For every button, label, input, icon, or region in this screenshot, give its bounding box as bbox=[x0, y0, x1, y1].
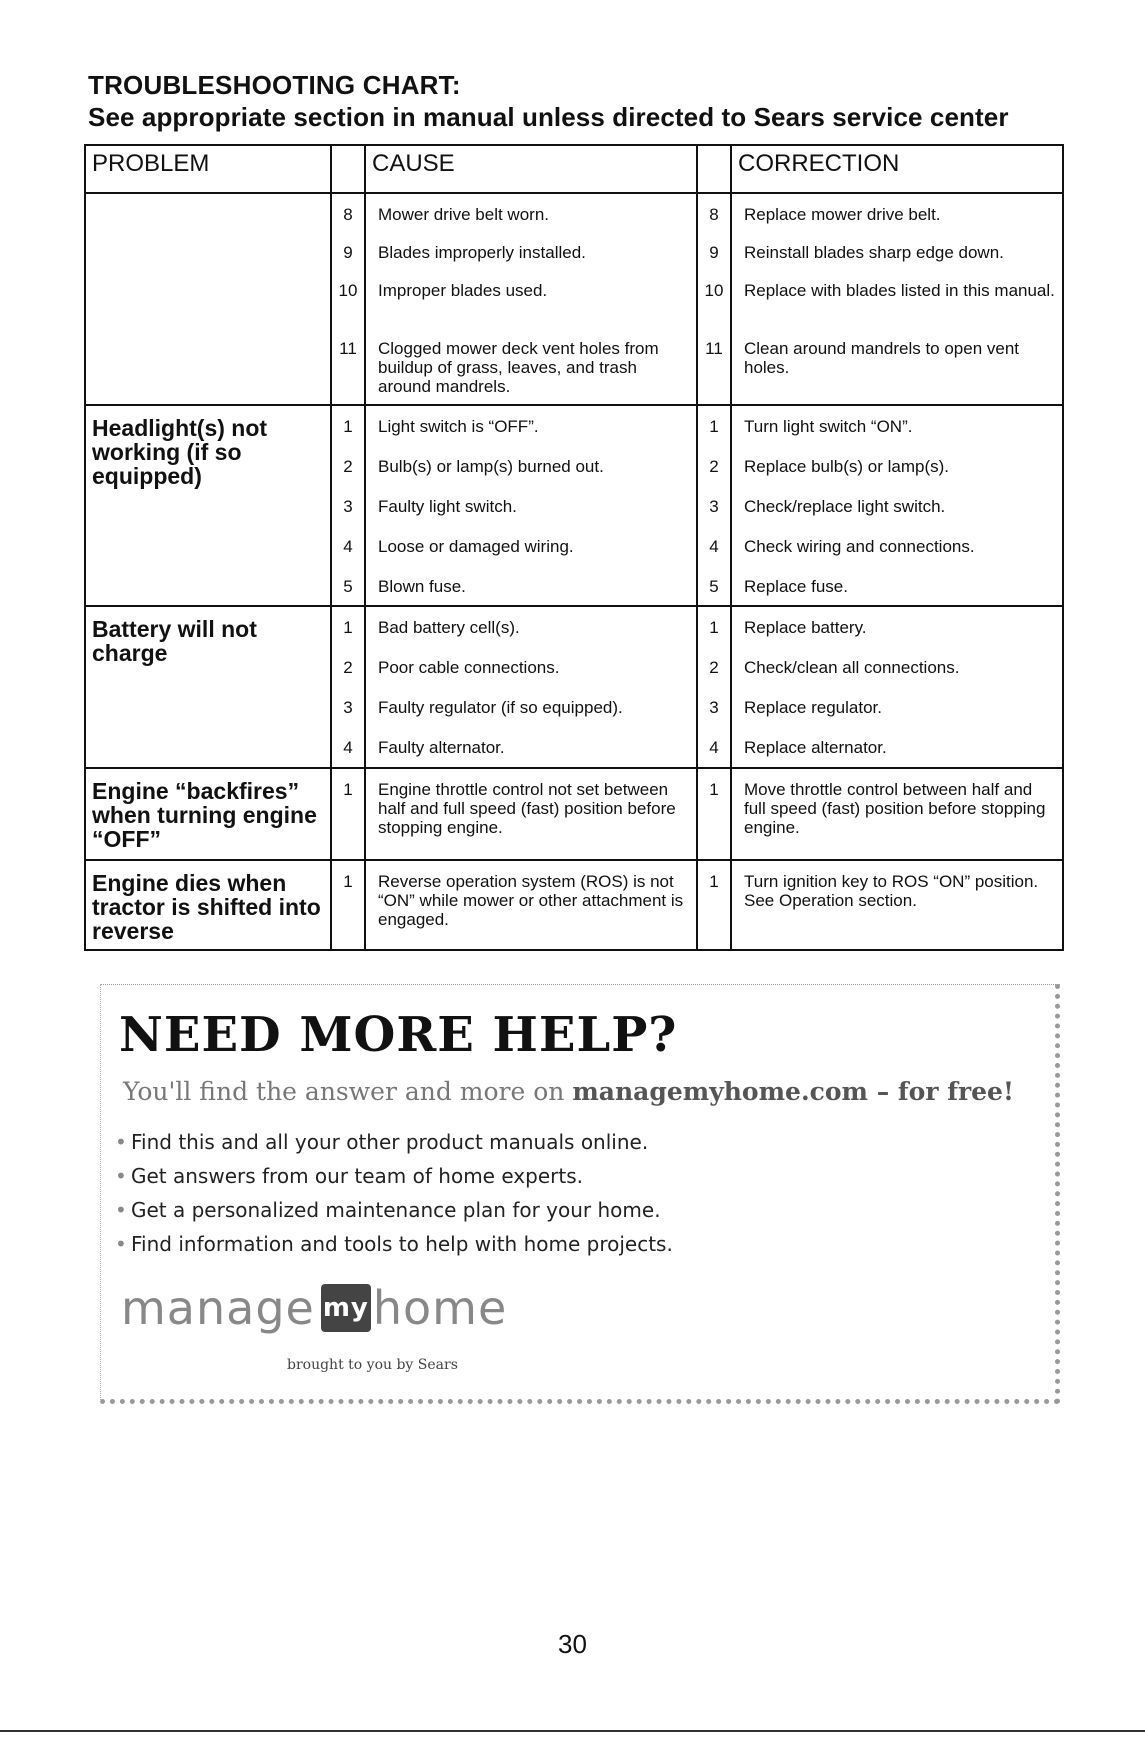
correction-cell bbox=[731, 860, 1063, 950]
cause-text: Clogged mower deck vent holes from buildup of grass, leaves, and trash around mandrels. bbox=[378, 339, 659, 396]
correction-cell bbox=[731, 606, 1063, 768]
page-number: 30 bbox=[558, 1629, 587, 1659]
cause-number-cell bbox=[331, 860, 365, 950]
cause-number: 1 bbox=[343, 872, 353, 891]
correction-cell bbox=[731, 768, 1063, 860]
correction-text: Move throttle control between half and full speed (fast) position before stopping engine. bbox=[744, 780, 1046, 837]
correction-text: Replace regulator. bbox=[744, 698, 882, 717]
list-item bbox=[115, 1193, 673, 1227]
cause-number: 10 bbox=[338, 281, 358, 300]
cause-text: Bulb(s) or lamp(s) burned out. bbox=[378, 457, 604, 476]
cause-text: Blown fuse. bbox=[378, 577, 466, 596]
correction-cell bbox=[731, 405, 1063, 606]
cause-number: 4 bbox=[343, 537, 353, 556]
table-row bbox=[85, 405, 1063, 606]
table-row bbox=[85, 606, 1063, 768]
cause-cell bbox=[365, 193, 697, 405]
correction-number: 4 bbox=[709, 738, 719, 757]
cause-text: Engine throttle control not set between half and full speed (fast) position before stopping engine. bbox=[378, 780, 676, 837]
correction-text: Check wiring and connections. bbox=[744, 537, 975, 556]
correction-text: Replace battery. bbox=[744, 618, 867, 637]
cause-cell bbox=[365, 860, 697, 950]
bottom-divider bbox=[0, 1730, 1145, 1732]
column-header-problem: PROBLEM bbox=[85, 145, 331, 193]
chart-heading bbox=[88, 70, 1068, 134]
cause-number: 5 bbox=[343, 577, 353, 596]
cause-text: Faulty alternator. bbox=[378, 738, 505, 757]
cause-text: Bad battery cell(s). bbox=[378, 618, 520, 637]
chart-subtitle: See appropriate section in manual unless directed to Sears service center bbox=[88, 102, 1009, 132]
bullet-icon: • bbox=[115, 1130, 127, 1154]
correction-number: 1 bbox=[709, 872, 719, 891]
cause-number: 1 bbox=[343, 618, 353, 637]
cause-text: Blades improperly installed. bbox=[378, 243, 586, 262]
cause-cell bbox=[365, 606, 697, 768]
cause-number: 3 bbox=[343, 497, 353, 516]
column-header-cause-number bbox=[331, 145, 365, 193]
correction-text: Check/replace light switch. bbox=[744, 497, 946, 516]
correction-number: 3 bbox=[709, 497, 719, 516]
correction-number: 5 bbox=[709, 577, 719, 596]
list-item bbox=[115, 1159, 673, 1193]
cause-number-cell bbox=[331, 768, 365, 860]
correction-number: 3 bbox=[709, 698, 719, 717]
problem-cell: Battery will not charge bbox=[85, 606, 331, 768]
correction-number-cell bbox=[697, 606, 731, 768]
correction-number: 1 bbox=[709, 417, 719, 436]
chart-title: TROUBLESHOOTING CHART: bbox=[88, 70, 461, 100]
cause-number: 1 bbox=[343, 780, 353, 799]
cause-text: Improper blades used. bbox=[378, 281, 548, 300]
correction-number: 1 bbox=[709, 618, 719, 637]
correction-text: Check/clean all connections. bbox=[744, 658, 960, 677]
correction-text: Turn ignition key to ROS “ON” position. See Operation section. bbox=[744, 872, 1039, 910]
correction-text: Replace alternator. bbox=[744, 738, 887, 757]
cause-number: 3 bbox=[343, 698, 353, 717]
cause-text: Loose or damaged wiring. bbox=[378, 537, 574, 556]
correction-number: 2 bbox=[709, 658, 719, 677]
correction-text: Clean around mandrels to open vent holes. bbox=[744, 339, 1020, 377]
list-item-text: Get a personalized maintenance plan for your home. bbox=[131, 1198, 661, 1222]
correction-number: 2 bbox=[709, 457, 719, 476]
correction-number-cell bbox=[697, 860, 731, 950]
bullet-icon: • bbox=[115, 1232, 127, 1256]
cause-cell bbox=[365, 768, 697, 860]
correction-text: Turn light switch “ON”. bbox=[744, 417, 913, 436]
cause-number: 2 bbox=[343, 658, 353, 677]
cause-number: 4 bbox=[343, 738, 353, 757]
correction-number-cell bbox=[697, 768, 731, 860]
problem-cell bbox=[85, 193, 331, 405]
list-item-text: Find this and all your other product manuals online. bbox=[131, 1130, 649, 1154]
table-row bbox=[85, 768, 1063, 860]
correction-number: 9 bbox=[709, 243, 719, 262]
cause-number-cell bbox=[331, 606, 365, 768]
cause-text: Mower drive belt worn. bbox=[378, 205, 550, 224]
problem-cell: Engine dies when tractor is shifted into reverse bbox=[85, 860, 331, 950]
correction-text: Replace with blades listed in this manual. bbox=[744, 281, 1055, 300]
logo-word-home: home bbox=[372, 1281, 508, 1335]
list-item bbox=[115, 1227, 673, 1261]
correction-text: Reinstall blades sharp edge down. bbox=[744, 243, 1004, 262]
correction-text: Replace bulb(s) or lamp(s). bbox=[744, 457, 950, 476]
help-subtitle bbox=[123, 1077, 1014, 1106]
bullet-icon: • bbox=[115, 1164, 127, 1188]
logo-byline: brought to you by Sears bbox=[287, 1357, 458, 1373]
correction-number: 8 bbox=[709, 205, 719, 224]
troubleshooting-table bbox=[84, 144, 1064, 951]
cause-number: 2 bbox=[343, 457, 353, 476]
help-title: NEED MORE HELP? bbox=[119, 1007, 678, 1063]
column-header-correction: CORRECTION bbox=[731, 145, 1063, 193]
cause-number: 11 bbox=[339, 339, 357, 358]
help-bullet-list bbox=[115, 1125, 673, 1261]
correction-number: 11 bbox=[705, 339, 723, 358]
table-row bbox=[85, 193, 1063, 405]
correction-number: 10 bbox=[704, 281, 724, 300]
managemyhome-logo bbox=[121, 1281, 507, 1335]
cause-text: Faulty light switch. bbox=[378, 497, 517, 516]
cause-number-cell bbox=[331, 193, 365, 405]
help-subtitle-suffix: – for free! bbox=[868, 1077, 1014, 1106]
cause-text: Faulty regulator (if so equipped). bbox=[378, 698, 623, 717]
problem-cell: Headlight(s) not working (if so equipped) bbox=[85, 405, 331, 606]
correction-number-cell bbox=[697, 405, 731, 606]
cause-number: 9 bbox=[343, 243, 353, 262]
cause-number: 1 bbox=[343, 417, 353, 436]
correction-cell bbox=[731, 193, 1063, 405]
need-more-help-box bbox=[100, 984, 1060, 1404]
correction-text: Replace mower drive belt. bbox=[744, 205, 941, 224]
correction-number: 1 bbox=[709, 780, 719, 799]
logo-my-icon: my bbox=[321, 1284, 371, 1332]
table-row bbox=[85, 860, 1063, 950]
correction-number: 4 bbox=[709, 537, 719, 556]
cause-cell bbox=[365, 405, 697, 606]
table-header-row bbox=[85, 145, 1063, 193]
logo-word-manage: manage bbox=[121, 1281, 315, 1335]
list-item-text: Find information and tools to help with home projects. bbox=[131, 1232, 673, 1256]
cause-text: Light switch is “OFF”. bbox=[378, 417, 539, 436]
column-header-cause: CAUSE bbox=[365, 145, 697, 193]
cause-number-cell bbox=[331, 405, 365, 606]
help-site-link[interactable]: managemyhome.com bbox=[572, 1077, 868, 1106]
correction-number-cell bbox=[697, 193, 731, 405]
correction-text: Replace fuse. bbox=[744, 577, 848, 596]
cause-text: Reverse operation system (ROS) is not “ON” while mower or other attachment is engaged. bbox=[378, 872, 684, 929]
help-subtitle-prefix: You'll find the answer and more on bbox=[123, 1077, 573, 1106]
list-item-text: Get answers from our team of home experts. bbox=[131, 1164, 583, 1188]
cause-text: Poor cable connections. bbox=[378, 658, 560, 677]
column-header-correction-number bbox=[697, 145, 731, 193]
cause-number: 8 bbox=[343, 205, 353, 224]
problem-cell: Engine “backfires” when turning engine “OFF” bbox=[85, 768, 331, 860]
bullet-icon: • bbox=[115, 1198, 127, 1222]
list-item bbox=[115, 1125, 673, 1159]
